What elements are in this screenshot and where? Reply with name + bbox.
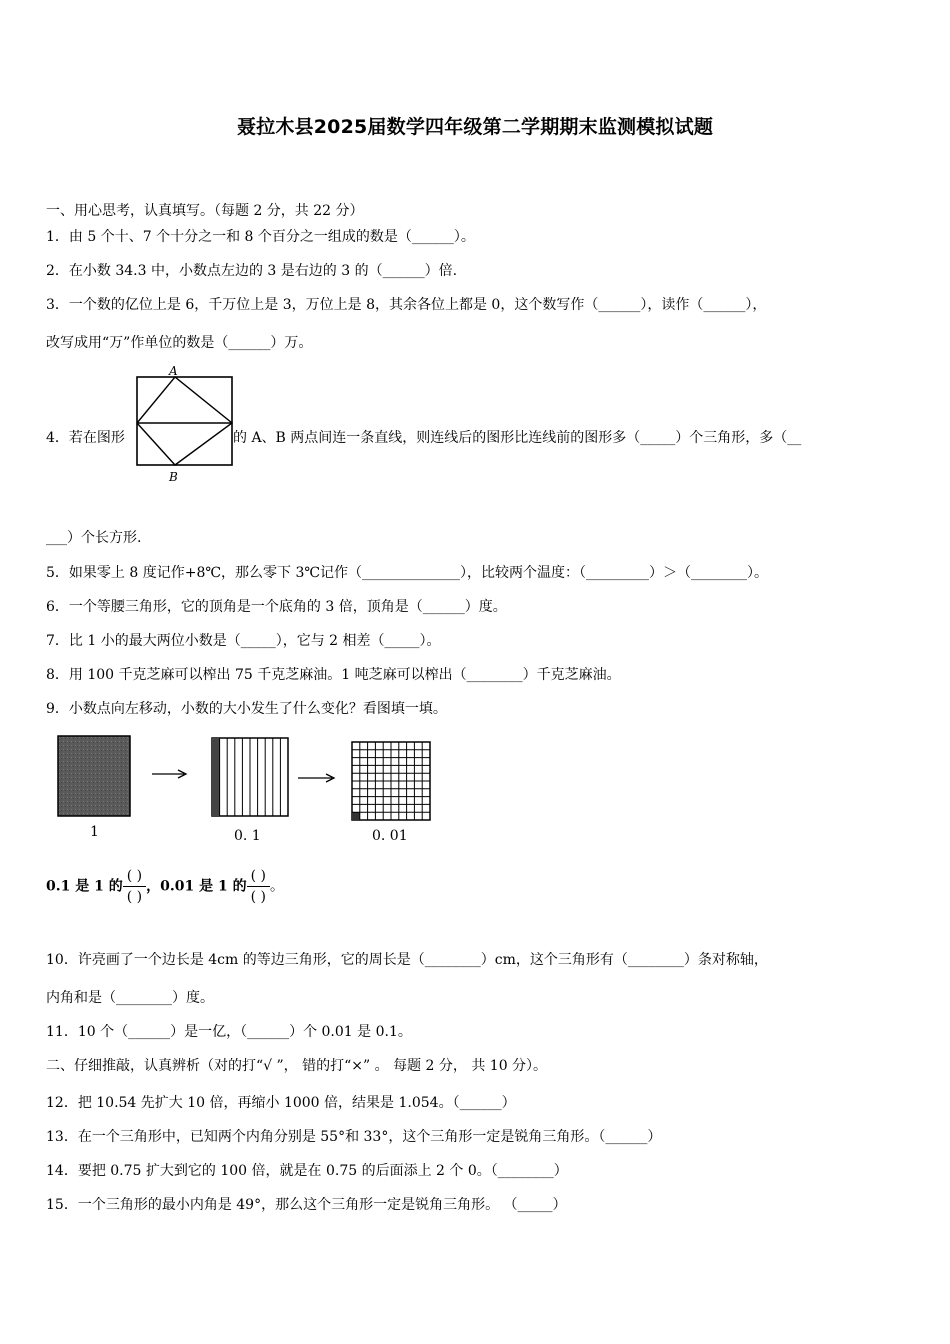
question-3-line-2: 改写成用“万”作单位的数是（______）万。	[46, 335, 313, 351]
question-9: 9．小数点向左移动，小数的大小发生了什么变化？看图填一填。	[46, 701, 447, 717]
question-1: 1．由 5 个十、7 个十分之一和 8 个百分之一组成的数是（______）。	[46, 229, 475, 245]
label-hundredth: 0. 01	[372, 828, 408, 844]
fraction-blank-1[interactable]: $\frac{( )}{( )}$	[123, 866, 146, 907]
rectangle-diamond-figure	[135, 363, 235, 485]
decimal-squares-figure	[50, 728, 440, 848]
question-7: 7．比 1 小的最大两位小数是（_____），它与 2 相差（_____）。	[46, 633, 441, 649]
question-10-line-2: 内角和是（________）度。	[46, 990, 214, 1006]
question-10-line-1: 10．许亮画了一个边长是 4cm 的等边三角形，它的周长是（________）cm，这个三角形有（________）条对称轴，	[46, 952, 768, 968]
question-4-continued: ___）个长方形.	[46, 530, 142, 546]
label-tenth: 0. 1	[234, 828, 261, 844]
question-4-text: 的 A、B 两点间连一条直线，则连线后的图形比连线前的图形多（_____）个三角形，多（__	[233, 430, 802, 446]
question-5: 5．如果零上 8 度记作+8℃，那么零下 3℃记作（______________），比较两个温度：（_________）＞（________）。	[46, 565, 769, 581]
label-one: 1	[90, 824, 99, 840]
hundredths-square	[352, 742, 430, 820]
page-title: 聂拉木县2025届数学四年级第二学期期末监测模拟试题	[236, 116, 714, 138]
section-1-heading: 一、用心思考，认真填写。（每题 2 分，共 22 分）	[46, 203, 364, 219]
tenths-square	[212, 738, 288, 816]
point-a-label: A	[169, 364, 178, 378]
question-9-fill	[46, 866, 284, 907]
fraction-blank-2[interactable]: $\frac{( )}{( )}$	[247, 866, 270, 907]
question-12: 12．把 10.54 先扩大 10 倍，再缩小 1000 倍，结果是 1.054。（______）	[46, 1095, 516, 1111]
section-2-heading: 二、仔细推敲，认真辨析（对的打“√ ”， 错的打“×” 。 每题 2 分， 共 10 分）。	[46, 1058, 548, 1074]
fill-part-2: ，0.01 是 1 的	[146, 878, 247, 895]
question-11: 11．10 个（______）是一亿，（______）个 0.01 是 0.1。	[46, 1024, 412, 1040]
question-3-line-1: 3．一个数的亿位上是 6，千万位上是 3，万位上是 8，其余各位上都是 0，这个数写作（______），读作（______），	[46, 297, 767, 313]
question-2: 2．在小数 34.3 中，小数点左边的 3 是右边的 3 的（______）倍.	[46, 263, 458, 279]
point-b-label: B	[169, 470, 178, 484]
question-6: 6．一个等腰三角形，它的顶角是一个底角的 3 倍，顶角是（______）度。	[46, 599, 507, 615]
whole-square	[58, 736, 130, 816]
question-4-prefix: 4．若在图形	[46, 430, 125, 446]
question-13: 13．在一个三角形中，已知两个内角分别是 55°和 33°，这个三角形一定是锐角三角形。（______）	[46, 1129, 662, 1145]
fill-part-1: 0.1 是 1 的	[46, 878, 123, 895]
question-14: 14．要把 0.75 扩大到它的 100 倍，就是在 0.75 的后面添上 2 个 0。（________）	[46, 1163, 568, 1179]
question-8: 8．用 100 千克芝麻可以榨出 75 千克芝麻油。1 吨芝麻可以榨出（________）千克芝麻油。	[46, 667, 621, 683]
fill-part-3: 。	[269, 878, 284, 895]
question-15: 15．一个三角形的最小内角是 49°，那么这个三角形一定是锐角三角形。 （_____）	[46, 1197, 567, 1213]
